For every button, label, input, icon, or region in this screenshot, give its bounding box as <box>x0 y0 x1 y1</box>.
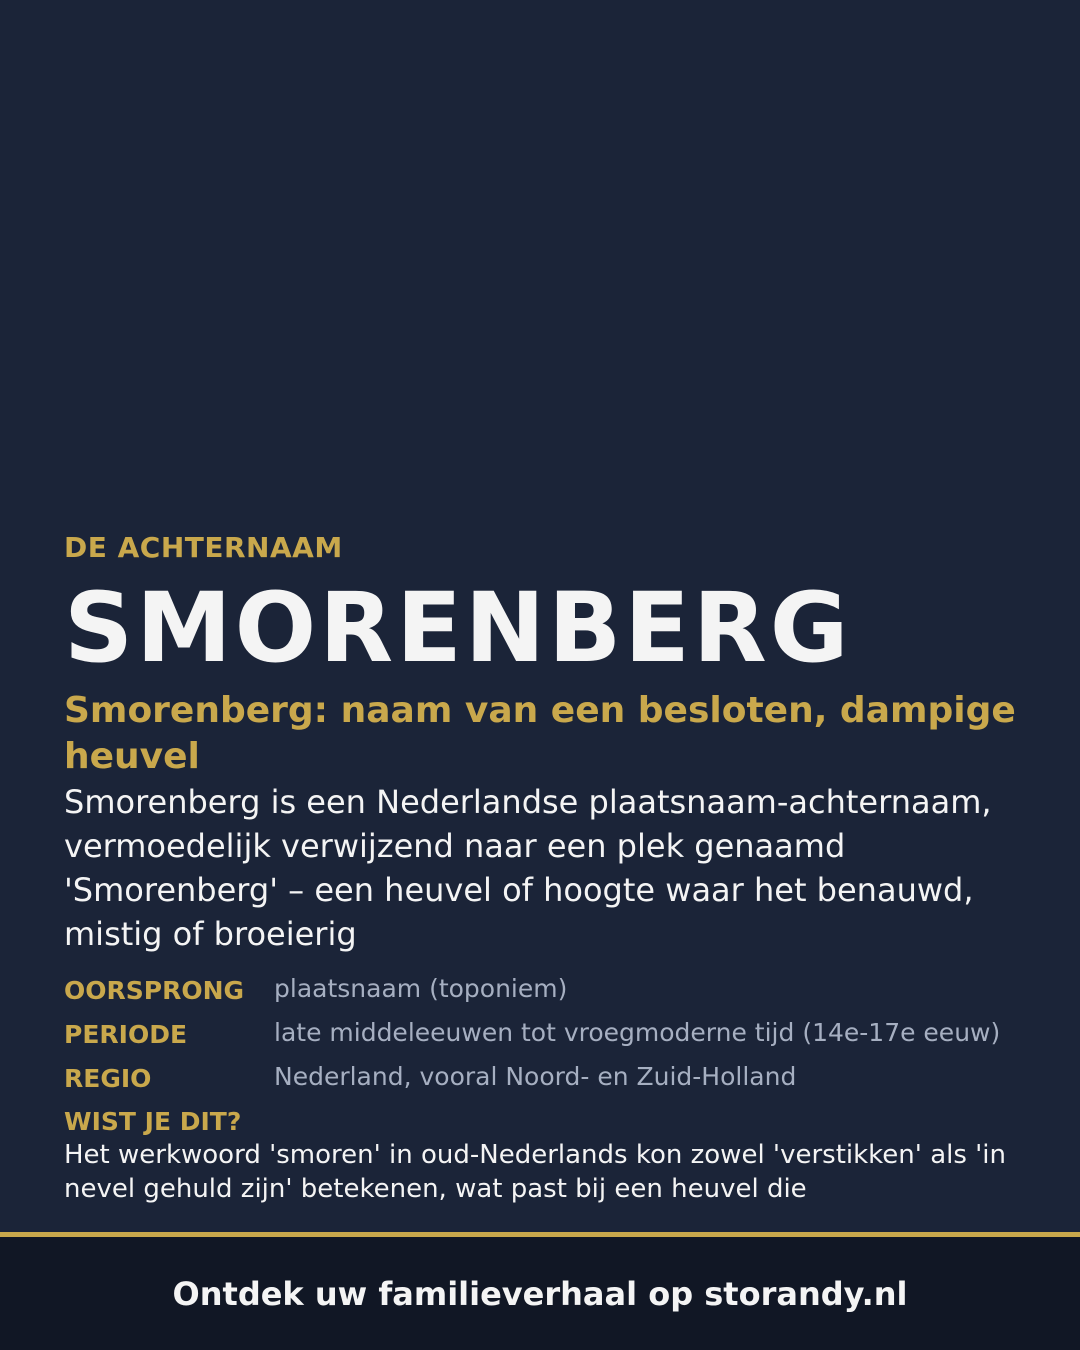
card-content <box>64 528 1016 1232</box>
fact-label: OORSPRONG <box>64 976 245 1005</box>
fact-value: late middeleeuwen tot vroegmoderne tijd (14e-17e eeuw) <box>274 1018 1001 1047</box>
fact-row-period <box>64 1018 1016 1050</box>
trivia-label: WIST JE DIT? <box>64 1107 242 1136</box>
fact-row-region <box>64 1062 1016 1094</box>
surname-subtitle: Smorenberg: naam van een besloten, dampige heuvel <box>64 690 1016 777</box>
fact-label: REGIO <box>64 1064 152 1093</box>
trivia-text: Het werkwoord 'smoren' in oud-Nederlands kon zowel 'verstikken' als 'in nevel gehuld zijn' betekenen, wat past bij een heuvel die <box>64 1140 1007 1204</box>
fact-value: Nederland, vooral Noord- en Zuid-Holland <box>274 1062 797 1091</box>
surname-description: Smorenberg is een Nederlandse plaatsnaam-achternaam, vermoedelijk verwijzend naar een plek genaamd 'Smorenberg' – een heuvel of hoogte waar het benauwd, mistig of broeierig <box>64 783 992 953</box>
footer-banner <box>0 1232 1080 1350</box>
footer-cta[interactable]: Ontdek uw familieverhaal op storandy.nl <box>172 1274 908 1313</box>
facts-list <box>64 974 1016 1094</box>
fact-label: PERIODE <box>64 1020 188 1049</box>
fact-row-origin <box>64 974 1016 1006</box>
surname-title: SMORENBERG <box>64 572 852 684</box>
fact-value: plaatsnaam (toponiem) <box>274 974 568 1003</box>
kicker-label: DE ACHTERNAAM <box>64 531 343 564</box>
